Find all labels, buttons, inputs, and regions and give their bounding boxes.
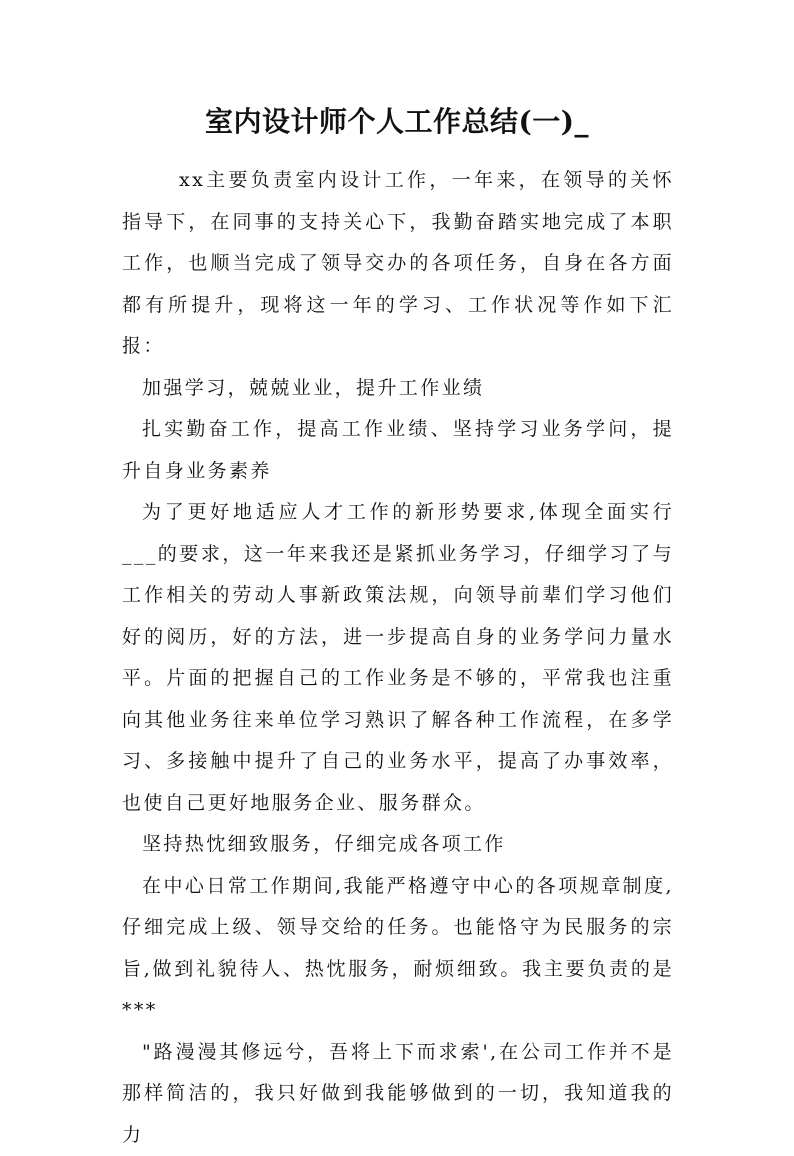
section-heading-service: 坚持热忱细致服务，仔细完成各项工作 — [122, 824, 674, 866]
section-heading-study: 加强学习，兢兢业业，提升工作业绩 — [122, 368, 674, 410]
paragraph-diligent-work: 扎实勤奋工作，提高工作业绩、坚持学习业务学问，提升自身业务素养 — [122, 409, 674, 492]
paragraph-new-requirements: 为了更好地适应人才工作的新形势要求,体现全面实行___的要求，这一年来我还是紧抓业务学习，仔细学习了与工作相关的劳动人事新政策法规，向领导前辈们学习他们好的阅历，好的方法，进一步提高自身的业务学问力量水平。片面的把握自己的工作业务是不够的，平常我也注重向其他业务往来单位学习熟识了解各种工作流程，在多学习、多接触中提升了自己的业务水平，提高了办事效率，也使自己更好地服务企业、服务群众。 — [122, 492, 674, 824]
document-title: 室内设计师个人工作总结(一)_ — [0, 104, 794, 140]
paragraph-intro: xx主要负责室内设计工作，一年来，在领导的关怀指导下，在同事的支持关心下，我勤奋踏实地完成了本职工作，也顺当完成了领导交办的各项任务，自身在各方面都有所提升，现将这一年的学习、工作状况等作如下汇报： — [122, 160, 674, 368]
paragraph-daily-work: 在中心日常工作期间,我能严格遵守中心的各项规章制度,仔细完成上级、领导交给的任务。也能恪守为民服务的宗旨,做到礼貌待人、热忱服务，耐烦细致。我主要负责的是*** — [122, 866, 674, 1032]
document-body — [122, 160, 674, 1156]
paragraph-quote: "路漫漫其修远兮，吾将上下而求索',在公司工作并不是那样简洁的，我只好做到我能够做到的一切，我知道我的力 — [122, 1032, 674, 1156]
